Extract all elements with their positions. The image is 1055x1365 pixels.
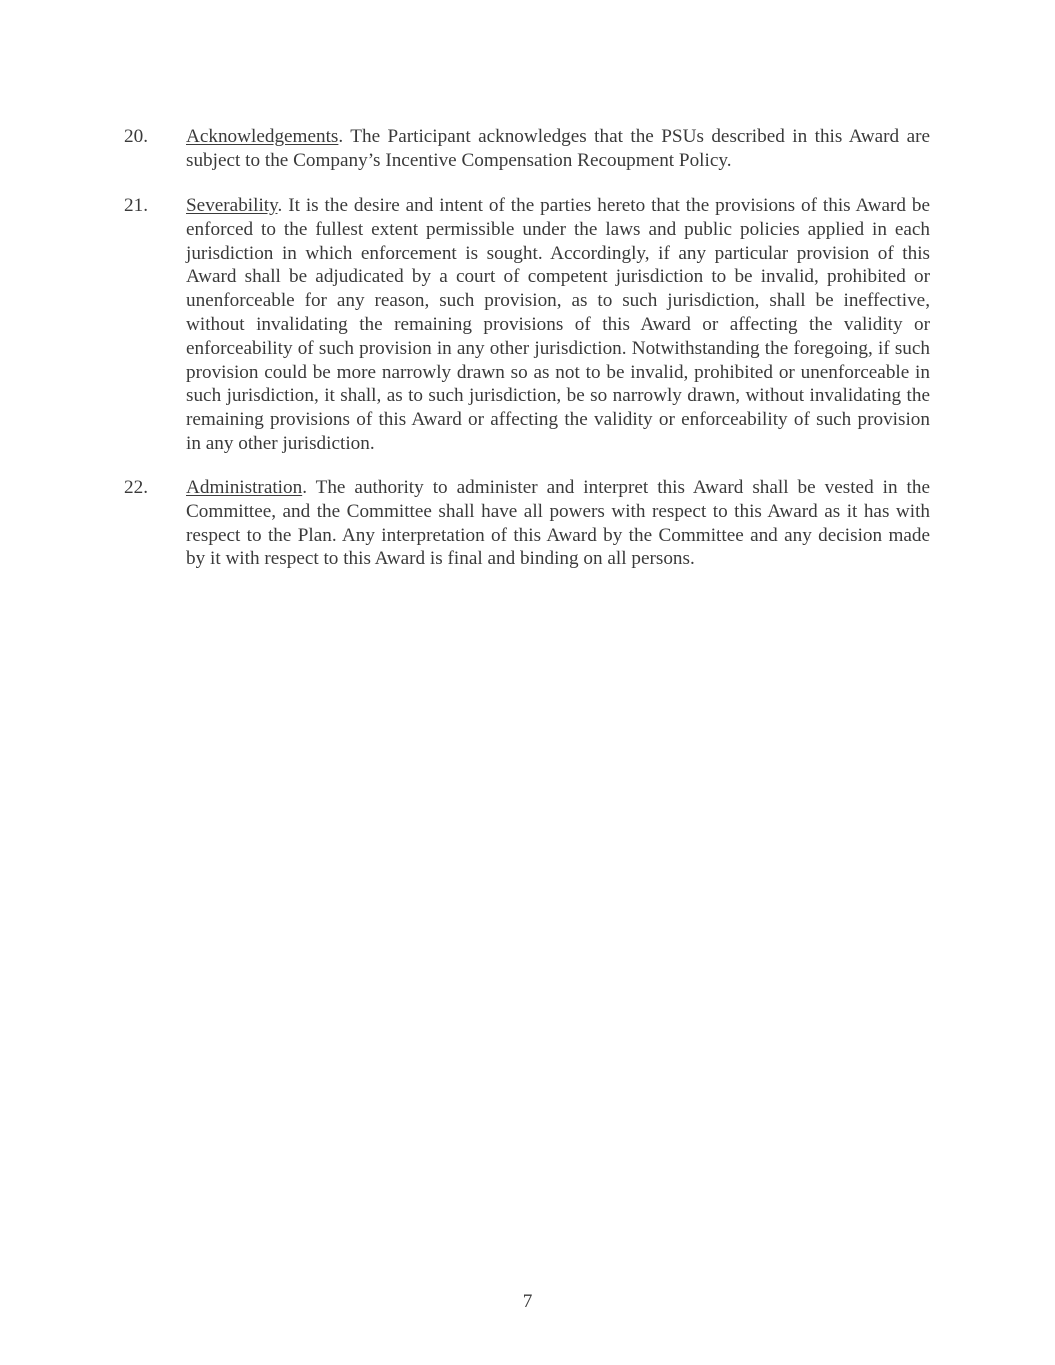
section-number: 20.: [124, 126, 148, 147]
section-administration: [124, 476, 930, 571]
section-number: 22.: [124, 477, 148, 498]
section-severability: [124, 194, 930, 456]
section-body: [186, 476, 930, 571]
section-heading: Severability: [186, 195, 278, 216]
section-body: [186, 125, 930, 173]
section-acknowledgements: [124, 125, 930, 173]
section-text: . The authority to administer and interpret this Award shall be vested in the Committee, and the Committee shall have all powers with respect to this Award as it has with respect to the Plan. Any interpretation of this Award by the Committee and any decision made by it with respect to this Award is final and binding on all persons.: [186, 477, 930, 570]
section-text: . The Participant acknowledges that the PSUs described in this Award are subject to the Company’s Incentive Compensation Recoupment Policy.: [186, 126, 930, 171]
section-heading: Acknowledgements: [186, 126, 339, 147]
section-heading: Administration: [186, 477, 303, 498]
section-body: [186, 194, 930, 456]
section-number: 21.: [124, 195, 148, 216]
page-number: 7: [522, 1291, 533, 1312]
section-text: . It is the desire and intent of the parties hereto that the provisions of this Award be enforced to the fullest extent permissible under the laws and public policies applied in each jurisdiction in which enforcement is sought. Accordingly, if any particular provision of this Award shall be adjudicated by a court of competent jurisdiction to be invalid, prohibited or unenforceable for any reason, such provision, as to such jurisdiction, shall be ineffective, without invalidating the remaining provisions of this Award or affecting the validity or enforceability of such provision in any other jurisdiction. Notwithstanding the foregoing, if such provision could be more narrowly drawn so as not to be invalid, prohibited or unenforceable in such jurisdiction, it shall, as to such jurisdiction, be so narrowly drawn, without invalidating the remaining provisions of this Award or affecting the validity or enforceability of such provision in any other jurisdiction.: [186, 195, 930, 454]
